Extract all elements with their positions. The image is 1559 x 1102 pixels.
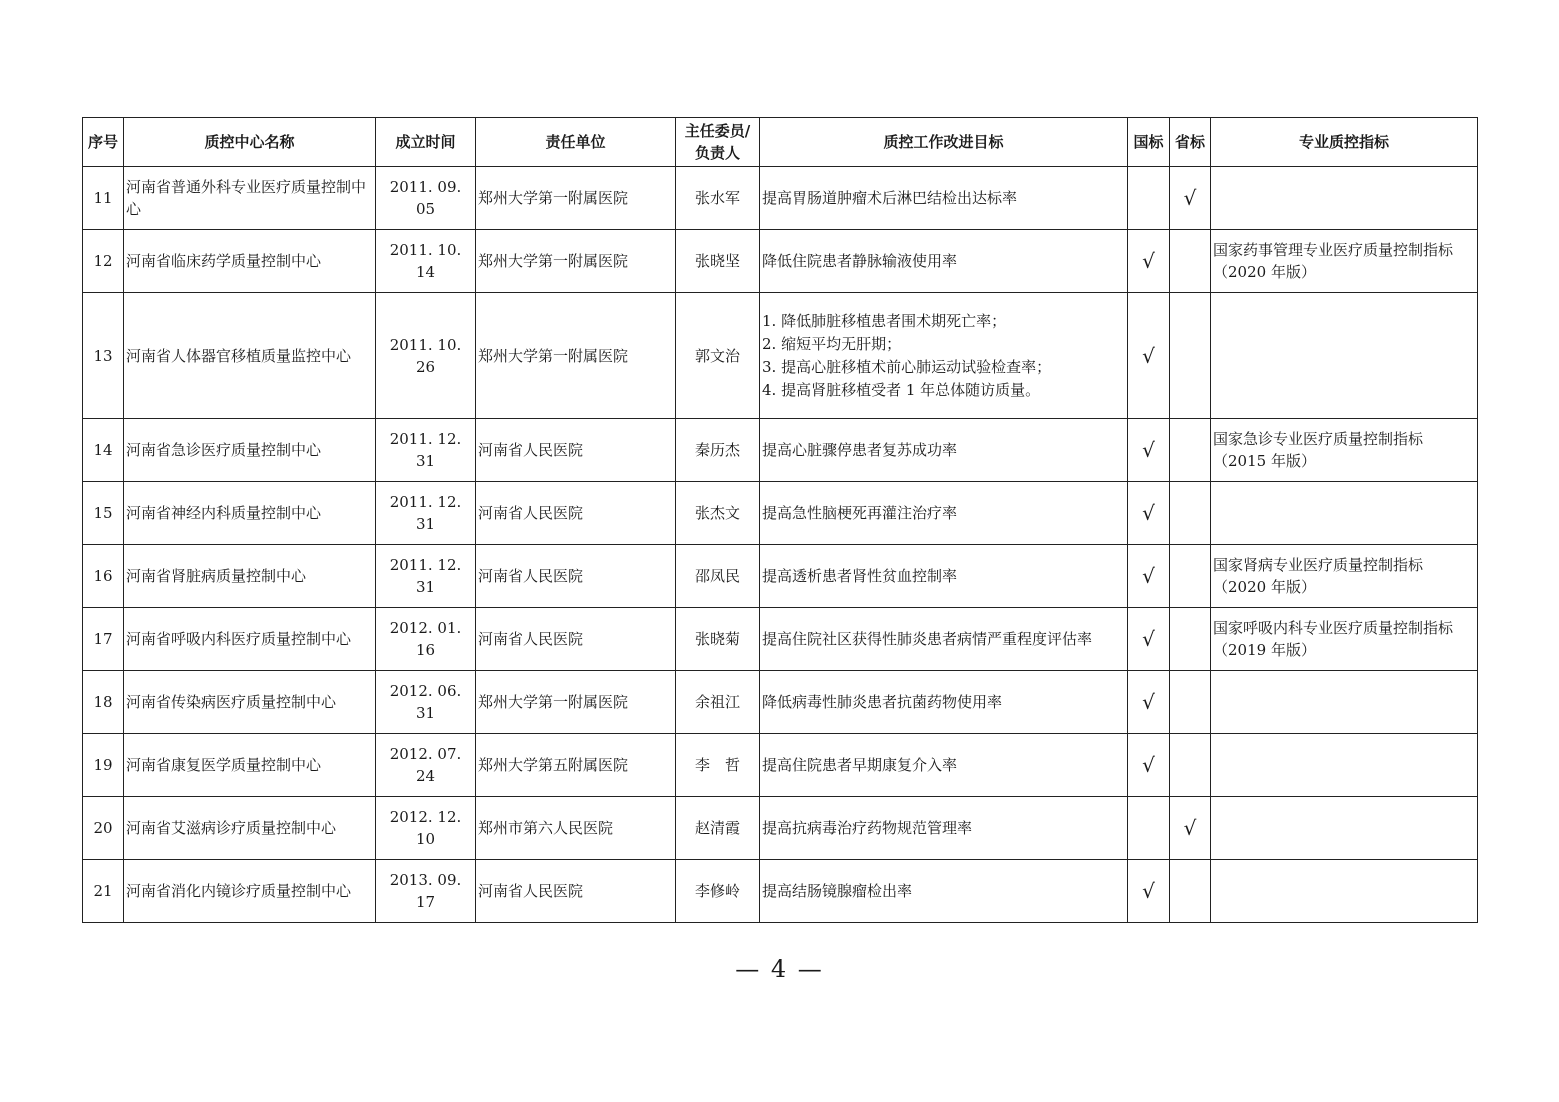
row-provincial-check [1170, 734, 1211, 797]
row-national-check: √ [1128, 545, 1170, 608]
table-row [83, 230, 1478, 293]
row-indicator [1211, 167, 1478, 230]
row-name: 河南省临床药学质量控制中心 [124, 230, 376, 293]
row-national-check [1128, 797, 1170, 860]
row-unit: 河南省人民医院 [476, 419, 676, 482]
row-no: 11 [83, 167, 124, 230]
row-name: 河南省人体器官移植质量监控中心 [124, 293, 376, 419]
row-provincial-check: √ [1170, 167, 1211, 230]
row-provincial-check [1170, 671, 1211, 734]
row-goal: 提高住院社区获得性肺炎患者病情严重程度评估率 [760, 608, 1128, 671]
row-leader: 郭文治 [676, 293, 760, 419]
row-name: 河南省传染病医疗质量控制中心 [124, 671, 376, 734]
row-unit: 河南省人民医院 [476, 860, 676, 923]
row-no: 20 [83, 797, 124, 860]
row-indicator [1211, 860, 1478, 923]
row-unit: 河南省人民医院 [476, 482, 676, 545]
row-provincial-check [1170, 482, 1211, 545]
row-leader: 邵凤民 [676, 545, 760, 608]
row-leader: 张杰文 [676, 482, 760, 545]
row-unit: 郑州市第六人民医院 [476, 797, 676, 860]
row-leader: 李修岭 [676, 860, 760, 923]
row-goal: 降低住院患者静脉输液使用率 [760, 230, 1128, 293]
row-name: 河南省肾脏病质量控制中心 [124, 545, 376, 608]
header-national: 国标 [1128, 118, 1170, 167]
table-row [83, 797, 1478, 860]
header-provincial: 省标 [1170, 118, 1211, 167]
row-no: 21 [83, 860, 124, 923]
row-provincial-check [1170, 293, 1211, 419]
row-date: 2013. 09. 17 [376, 860, 476, 923]
table-row [83, 860, 1478, 923]
row-date: 2012. 07. 24 [376, 734, 476, 797]
row-provincial-check [1170, 419, 1211, 482]
goal-item: 1. 降低肺脏移植患者围术期死亡率； [762, 311, 1007, 330]
row-no: 13 [83, 293, 124, 419]
goal-list [762, 310, 1125, 402]
row-name: 河南省康复医学质量控制中心 [124, 734, 376, 797]
row-unit: 郑州大学第一附属医院 [476, 230, 676, 293]
goal-item: 3. 提高心脏移植术前心肺运动试验检查率； [762, 357, 1052, 376]
row-provincial-check: √ [1170, 797, 1211, 860]
row-name: 河南省神经内科质量控制中心 [124, 482, 376, 545]
row-national-check: √ [1128, 671, 1170, 734]
header-date: 成立时间 [376, 118, 476, 167]
row-goal [760, 293, 1128, 419]
header-leader-line1: 主任委员/ [684, 122, 751, 140]
row-national-check: √ [1128, 860, 1170, 923]
row-unit: 郑州大学第五附属医院 [476, 734, 676, 797]
row-leader: 李 哲 [676, 734, 760, 797]
row-indicator [1211, 293, 1478, 419]
row-name: 河南省艾滋病诊疗质量控制中心 [124, 797, 376, 860]
goal-item: 2. 缩短平均无肝期； [762, 334, 902, 353]
row-indicator: 国家药事管理专业医疗质量控制指标（2020 年版） [1211, 230, 1478, 293]
row-indicator [1211, 797, 1478, 860]
goal-item: 4. 提高肾脏移植受者 1 年总体随访质量。 [762, 380, 1041, 399]
row-no: 16 [83, 545, 124, 608]
table-row [83, 608, 1478, 671]
row-indicator: 国家急诊专业医疗质量控制指标（2015 年版） [1211, 419, 1478, 482]
row-date: 2011. 09. 05 [376, 167, 476, 230]
row-date: 2011. 10. 14 [376, 230, 476, 293]
header-no: 序号 [83, 118, 124, 167]
header-indicator: 专业质控指标 [1211, 118, 1478, 167]
row-indicator: 国家肾病专业医疗质量控制指标（2020 年版） [1211, 545, 1478, 608]
row-national-check: √ [1128, 293, 1170, 419]
row-leader: 张晓菊 [676, 608, 760, 671]
row-national-check: √ [1128, 734, 1170, 797]
row-unit: 河南省人民医院 [476, 608, 676, 671]
row-indicator: 国家呼吸内科专业医疗质量控制指标（2019 年版） [1211, 608, 1478, 671]
row-no: 14 [83, 419, 124, 482]
row-date: 2012. 12. 10 [376, 797, 476, 860]
table-row [83, 671, 1478, 734]
row-date: 2012. 06. 31 [376, 671, 476, 734]
row-leader: 余祖江 [676, 671, 760, 734]
row-goal: 提高结肠镜腺瘤检出率 [760, 860, 1128, 923]
table-row [83, 419, 1478, 482]
table-row [83, 545, 1478, 608]
row-leader: 赵清霞 [676, 797, 760, 860]
row-name: 河南省消化内镜诊疗质量控制中心 [124, 860, 376, 923]
row-goal: 提高抗病毒治疗药物规范管理率 [760, 797, 1128, 860]
table-row [83, 734, 1478, 797]
row-goal: 提高住院患者早期康复介入率 [760, 734, 1128, 797]
row-no: 19 [83, 734, 124, 797]
header-goal: 质控工作改进目标 [760, 118, 1128, 167]
row-unit: 郑州大学第一附属医院 [476, 293, 676, 419]
row-leader: 秦历杰 [676, 419, 760, 482]
row-goal: 提高心脏骤停患者复苏成功率 [760, 419, 1128, 482]
header-unit: 责任单位 [476, 118, 676, 167]
row-indicator [1211, 734, 1478, 797]
page-number: — 4 — [735, 955, 824, 983]
row-date: 2011. 12. 31 [376, 482, 476, 545]
table-row [83, 293, 1478, 419]
row-date: 2011. 12. 31 [376, 545, 476, 608]
row-provincial-check [1170, 608, 1211, 671]
row-goal: 提高透析患者肾性贫血控制率 [760, 545, 1128, 608]
header-leader-line2: 负责人 [694, 144, 740, 162]
row-goal: 提高急性脑梗死再灌注治疗率 [760, 482, 1128, 545]
row-date: 2011. 12. 31 [376, 419, 476, 482]
row-unit: 河南省人民医院 [476, 545, 676, 608]
row-date: 2011. 10. 26 [376, 293, 476, 419]
row-national-check: √ [1128, 482, 1170, 545]
row-indicator [1211, 671, 1478, 734]
row-national-check [1128, 167, 1170, 230]
quality-control-table [82, 117, 1478, 923]
table-header-row [83, 118, 1478, 167]
row-national-check: √ [1128, 608, 1170, 671]
table-row [83, 167, 1478, 230]
row-name: 河南省普通外科专业医疗质量控制中心 [124, 167, 376, 230]
row-leader: 张水军 [676, 167, 760, 230]
table-row [83, 482, 1478, 545]
row-no: 12 [83, 230, 124, 293]
header-name: 质控中心名称 [124, 118, 376, 167]
row-national-check: √ [1128, 230, 1170, 293]
row-no: 15 [83, 482, 124, 545]
row-indicator [1211, 482, 1478, 545]
header-leader [676, 118, 760, 167]
row-leader: 张晓坚 [676, 230, 760, 293]
row-date: 2012. 01. 16 [376, 608, 476, 671]
row-provincial-check [1170, 860, 1211, 923]
row-no: 17 [83, 608, 124, 671]
row-provincial-check [1170, 545, 1211, 608]
row-no: 18 [83, 671, 124, 734]
row-provincial-check [1170, 230, 1211, 293]
row-national-check: √ [1128, 419, 1170, 482]
row-unit: 郑州大学第一附属医院 [476, 167, 676, 230]
row-name: 河南省急诊医疗质量控制中心 [124, 419, 376, 482]
row-goal: 降低病毒性肺炎患者抗菌药物使用率 [760, 671, 1128, 734]
row-goal: 提高胃肠道肿瘤术后淋巴结检出达标率 [760, 167, 1128, 230]
row-name: 河南省呼吸内科医疗质量控制中心 [124, 608, 376, 671]
row-unit: 郑州大学第一附属医院 [476, 671, 676, 734]
